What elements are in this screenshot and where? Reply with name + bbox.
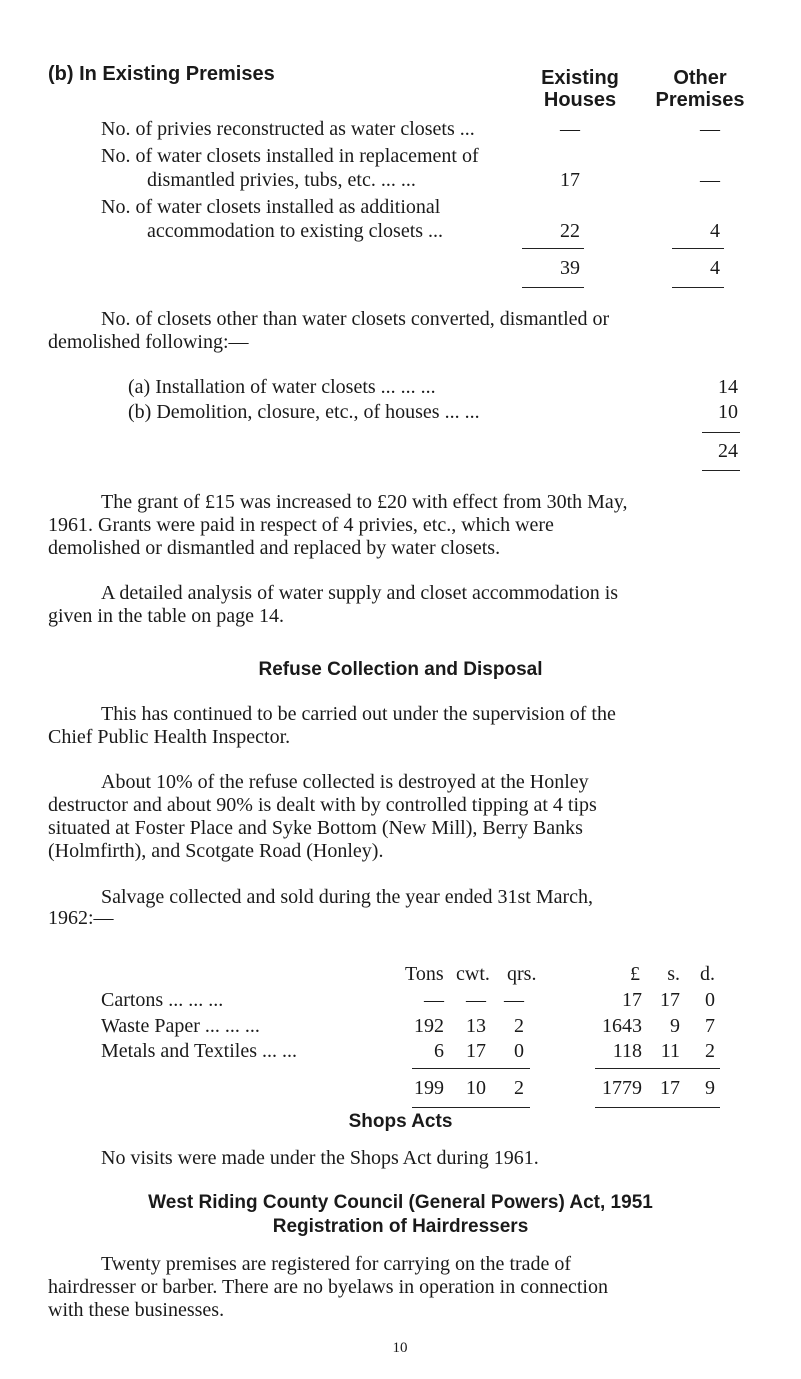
row-label: No. of privies reconstructed as water closets ... [101, 118, 475, 140]
salvage-row-label: Waste Paper ... ... ... [101, 1015, 260, 1037]
row-label-cont: dismantled privies, tubs, etc. ... ... [147, 169, 416, 191]
rule [412, 1068, 530, 1069]
salvage-row-qrs: — [504, 989, 524, 1011]
closets-total: 24 [718, 440, 738, 462]
salvage-row-s: 9 [670, 1015, 680, 1037]
refuse-paragraph-line: About 10% of the refuse collected is destroyed at the Honley [101, 771, 589, 793]
salvage-header-qrs: qrs. [507, 963, 537, 985]
salvage-header-cwt: cwt. [456, 963, 490, 985]
salvage-row-cwt: 13 [466, 1015, 486, 1037]
salvage-total-pounds: 1779 [602, 1077, 642, 1099]
salvage-total-s: 17 [660, 1077, 680, 1099]
salvage-row-pounds: 17 [622, 989, 642, 1011]
salvage-row-cwt: 17 [466, 1040, 486, 1062]
hairdressers-paragraph-line: with these businesses. [48, 1299, 225, 1321]
col-existing-header-2: Houses [543, 89, 617, 111]
shops-heading: Shops Acts [348, 1111, 453, 1132]
refuse-paragraph-line: Chief Public Health Inspector. [48, 726, 291, 748]
rule [522, 287, 584, 288]
page-number: 10 [392, 1340, 408, 1356]
shops-text: No visits were made under the Shops Act during 1961. [101, 1147, 539, 1169]
refuse-paragraph-line: destructor and about 90% is dealt with by controlled tipping at 4 tips [48, 794, 597, 816]
salvage-row-cwt: — [466, 989, 486, 1011]
closets-item-value: 14 [718, 376, 738, 398]
salvage-row-qrs: 2 [514, 1015, 524, 1037]
refuse-paragraph-line: (Holmfirth), and Scotgate Road (Honley). [48, 840, 384, 862]
row-existing-value: — [560, 118, 580, 140]
row-existing-value: 17 [560, 169, 580, 191]
row-other-value: — [700, 118, 720, 140]
salvage-row-s: 11 [660, 1040, 680, 1062]
rule [522, 248, 584, 249]
rule [672, 287, 724, 288]
row-label: No. of water closets installed in replacement of [101, 145, 479, 167]
total-existing: 39 [560, 257, 580, 279]
section-b-heading: (b) In Existing Premises [48, 63, 275, 85]
row-other-value: 4 [710, 220, 720, 242]
salvage-header-pounds: £ [630, 963, 640, 985]
row-label-cont: accommodation to existing closets ... [147, 220, 444, 242]
salvage-intro-line: Salvage collected and sold during the year ended 31st March, [101, 886, 594, 908]
salvage-row-qrs: 0 [514, 1040, 524, 1062]
salvage-row-tons: 6 [434, 1040, 444, 1062]
total-other: 4 [710, 257, 720, 279]
rule [702, 470, 740, 471]
closets-intro: No. of closets other than water closets converted, dismantled or [101, 308, 610, 330]
salvage-row-d: 7 [705, 1015, 715, 1037]
salvage-row-pounds: 118 [612, 1040, 642, 1062]
salvage-row-label: Cartons ... ... ... [101, 989, 224, 1011]
refuse-paragraph-line: situated at Foster Place and Syke Bottom (New Mill), Berry Banks [48, 817, 583, 839]
closets-item-label: (a) Installation of water closets ... ... ... [128, 376, 436, 398]
salvage-row-tons: 192 [414, 1015, 444, 1037]
refuse-heading: Refuse Collection and Disposal [258, 659, 543, 680]
west-riding-heading: West Riding County Council (General Powers) Act, 1951 [148, 1192, 653, 1213]
col-other-header-2: Premises [655, 89, 745, 111]
row-label: No. of water closets installed as additional [101, 196, 441, 218]
salvage-row-d: 2 [705, 1040, 715, 1062]
closets-intro-cont: demolished following:— [48, 331, 249, 353]
salvage-header-tons: Tons [405, 963, 444, 985]
salvage-intro-line: 1962:— [48, 907, 114, 929]
rule [702, 432, 740, 433]
salvage-total-d: 9 [705, 1077, 715, 1099]
rule [595, 1107, 720, 1108]
salvage-total-cwt: 10 [466, 1077, 486, 1099]
salvage-header-d: d. [700, 963, 715, 985]
salvage-row-tons: — [424, 989, 444, 1011]
analysis-paragraph-line: given in the table on page 14. [48, 605, 285, 627]
refuse-paragraph-line: This has continued to be carried out under the supervision of the [101, 703, 616, 725]
salvage-total-tons: 199 [414, 1077, 444, 1099]
col-other-header-1: Other [673, 67, 727, 89]
hairdressers-subheading: Registration of Hairdressers [272, 1216, 529, 1237]
salvage-row-d: 0 [705, 989, 715, 1011]
salvage-row-s: 17 [660, 989, 680, 1011]
grant-paragraph-line: demolished or dismantled and replaced by water closets. [48, 537, 501, 559]
salvage-total-qrs: 2 [514, 1077, 524, 1099]
rule [672, 248, 724, 249]
salvage-header-s: s. [667, 963, 680, 985]
row-existing-value: 22 [560, 220, 580, 242]
closets-item-label: (b) Demolition, closure, etc., of houses ... ... [128, 401, 480, 423]
analysis-paragraph-line: A detailed analysis of water supply and closet accommodation is [101, 582, 619, 604]
col-existing-header-1: Existing [541, 67, 619, 89]
row-other-value: — [700, 169, 720, 191]
rule [595, 1068, 720, 1069]
hairdressers-paragraph-line: hairdresser or barber. There are no byelaws in operation in connection [48, 1276, 608, 1298]
hairdressers-paragraph-line: Twenty premises are registered for carrying on the trade of [101, 1253, 572, 1275]
grant-paragraph-line: 1961. Grants were paid in respect of 4 privies, etc., which were [48, 514, 554, 536]
salvage-row-label: Metals and Textiles ... ... [101, 1040, 297, 1062]
salvage-row-pounds: 1643 [602, 1015, 642, 1037]
closets-item-value: 10 [718, 401, 738, 423]
grant-paragraph-line: The grant of £15 was increased to £20 with effect from 30th May, [101, 491, 628, 513]
rule [412, 1107, 530, 1108]
